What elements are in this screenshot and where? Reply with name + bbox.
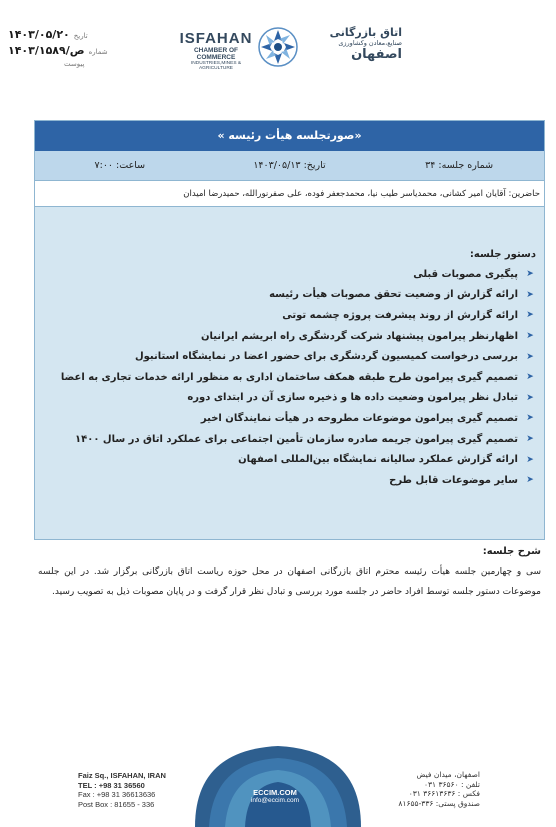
agenda-item-text: اظهارنظر پیرامون پیشنهاد شرکت گردشگری راه ابریشم ایرانیان xyxy=(201,330,518,342)
arrow-bullet-icon: ➤ xyxy=(526,454,534,465)
footer-pobox-fa: صندوق پستی: ۳۳۶-۸۱۶۵۵ xyxy=(398,798,480,808)
arrow-bullet-icon: ➤ xyxy=(526,434,534,445)
attendees: حاضرین: آقایان امیر کشانی، محمدیاسر طیب نیا، محمدجعفر فوده، علی صفرنورالله، حمیدرضا امیدان xyxy=(35,181,544,207)
arrow-bullet-icon: ➤ xyxy=(526,392,534,403)
chamber-logo-icon xyxy=(257,26,299,68)
agenda-item-text: ارائه گزارش از وضعیت تحقق مصوبات هیأت رئیسه xyxy=(269,289,518,301)
agenda-item xyxy=(56,346,536,367)
logo-en-line2: INDUSTRIES,MINES & AGRICULTURE xyxy=(190,61,242,71)
date-label: تاریخ xyxy=(73,32,88,40)
agenda-section xyxy=(56,249,536,491)
agenda-item xyxy=(56,388,536,409)
number-value: ۱۴۰۳/ص/۱۵۸۹ xyxy=(8,44,85,57)
agenda-item xyxy=(56,367,536,388)
letter-meta xyxy=(8,28,128,76)
logo-en-title: ISFAHAN xyxy=(179,30,253,47)
footer-tel-fa: تلفن : ۳۶۵۶۰ ۰۳۱ xyxy=(423,779,480,789)
footer-fax-en: Fax : +98 31 36613636 xyxy=(78,790,156,799)
description-section xyxy=(34,540,545,602)
arrow-bullet-icon: ➤ xyxy=(526,351,534,362)
session-number: شماره جلسه: ۳۴ xyxy=(425,160,494,171)
footer-fax-fa: فکس : ۳۶۶۱۳۶۳۶ ۰۳۱ xyxy=(408,789,480,798)
arrow-bullet-icon: ➤ xyxy=(526,331,534,342)
agenda-item xyxy=(56,408,536,429)
footer-contact-fa xyxy=(380,770,480,808)
session-date: تاریخ: ۱۴۰۳/۰۵/۱۳ xyxy=(253,160,326,171)
arrow-bullet-icon: ➤ xyxy=(526,289,534,300)
attachment-label: پیوست xyxy=(64,60,85,68)
logo-fa-line1: اتاق بازرگانی xyxy=(329,26,402,39)
footer-tel-en: TEL : +98 31 36560 xyxy=(78,780,145,790)
agenda-item-text: سایر موضوعات قابل طرح xyxy=(389,474,518,486)
agenda-item xyxy=(56,285,536,306)
attachment-row xyxy=(8,60,128,76)
logo-en-line1: CHAMBER OF COMMERCE xyxy=(193,47,239,61)
arrow-bullet-icon: ➤ xyxy=(526,310,534,321)
description-text: سی و چهارمین جلسه هیأت رئیسه محترم اتاق بازرگانی اصفهان در محل حوزه ریاست اتاق بازرگانی برگزار شد. در این جلسه موضوعات دستور جلسه توسط افراد حاضر در جلسه مورد بررسی و تبادل نظر قرار گرفت و در پایان مصوبات ذیل به تصویب رسید. xyxy=(38,567,541,597)
date-value: ۱۴۰۳/۰۵/۲۰ xyxy=(8,28,70,41)
agenda-item-text: تصمیم گیری پیرامون موضوعات مطروحه در هیأت نمایندگان اخیر xyxy=(200,412,518,424)
agenda-item xyxy=(56,470,536,491)
agenda-item-text: بررسی درخواست کمیسیون گردشگری برای حضور اعضا در نمایشگاه استانبول xyxy=(134,351,518,363)
agenda-title: دستور جلسه: xyxy=(469,249,536,260)
description-title: شرح جلسه: xyxy=(482,546,541,557)
agenda-item xyxy=(56,326,536,347)
agenda-list xyxy=(56,264,536,491)
agenda-item-text: تصمیم گیری پیرامون جریمه صادره سازمان تأمین اجتماعی برای عملکرد اتاق در سال ۱۴۰۰ xyxy=(75,433,518,445)
agenda-item-text: ارائه گزارش عملکرد سالیانه نمایشگاه بین‌المللی اصفهان xyxy=(238,454,518,466)
footer-address-en: Faiz Sq., ISFAHAN, IRAN xyxy=(78,771,166,780)
arrow-bullet-icon: ➤ xyxy=(526,413,534,424)
footer-web xyxy=(235,788,315,804)
footer-address-fa: اصفهان، میدان فیض xyxy=(416,770,480,779)
minutes-panel xyxy=(34,120,545,540)
number-label: شماره xyxy=(88,48,108,56)
arrow-bullet-icon: ➤ xyxy=(526,475,534,486)
agenda-item-text: ارائه گزارش از روند پیشرفت پروژه چشمه توتی xyxy=(282,309,518,321)
arrow-bullet-icon: ➤ xyxy=(526,269,534,280)
logo-fa-line2: صنایع،معادن وکشاورزی xyxy=(338,39,402,47)
agenda-item-text: تصمیم گیری پیرامون طرح طبقه همکف ساختمان اداری به منظور ارائه خدمات تجاری به اعضا xyxy=(60,371,518,383)
footer-site-link[interactable]: ECCIM.COM xyxy=(253,788,297,797)
arrow-bullet-icon: ➤ xyxy=(526,372,534,383)
session-time: ساعت: ۷:۰۰ xyxy=(94,160,146,171)
agenda-item-text: پیگیری مصوبات قبلی xyxy=(413,268,518,280)
number-row xyxy=(8,44,128,60)
footer-pobox-en: Post Box : 81655 - 336 xyxy=(78,799,155,809)
minutes-title: «صورتجلسه هیأت رئیسه » xyxy=(35,121,544,151)
session-info-row xyxy=(35,151,544,181)
date-row xyxy=(8,28,128,44)
logo-fa-line3: اصفهان xyxy=(351,47,402,62)
agenda-item xyxy=(56,264,536,285)
agenda-item xyxy=(56,449,536,470)
logo-english xyxy=(175,30,257,71)
footer-contact-en xyxy=(78,771,166,809)
agenda-item xyxy=(56,305,536,326)
logo-farsi xyxy=(302,26,402,62)
agenda-item-text: تبادل نظر پیرامون وضعیت داده ها و ذخیره سازی آن در ابتدای دوره xyxy=(187,392,518,404)
footer-emblem-icon xyxy=(195,740,361,827)
agenda-item xyxy=(56,429,536,450)
footer-email-link[interactable]: info@eccim.com xyxy=(250,797,300,804)
